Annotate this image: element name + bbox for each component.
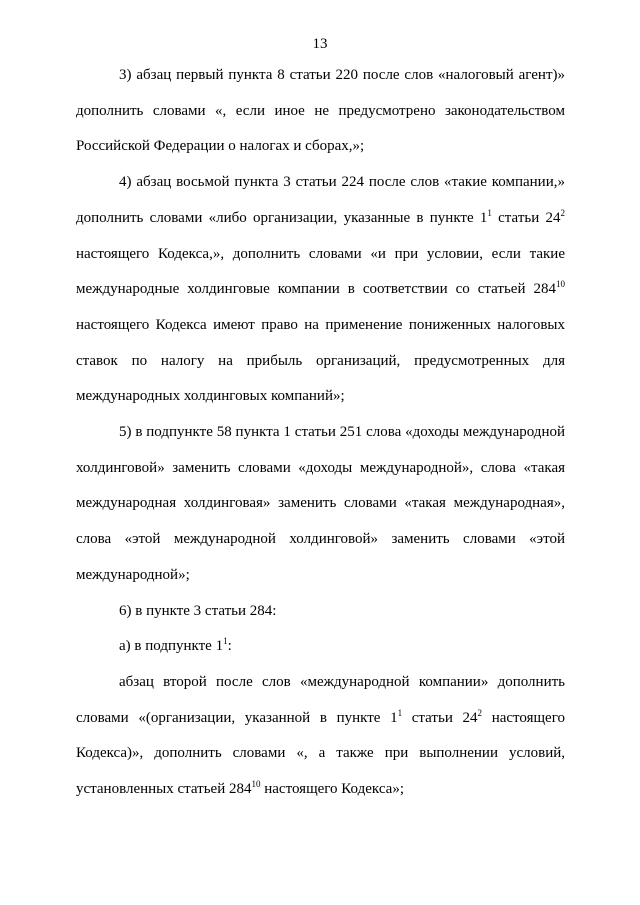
text-run: настоящего Кодекса имеют право на применение пониженных налоговых ставок по налогу на прибыль организаций, предусмотренных для международных холдинговых компаний»;: [76, 316, 565, 405]
paragraph-3: [76, 415, 565, 594]
text-run: статьи 24: [402, 709, 478, 726]
superscript: 1: [397, 707, 403, 718]
text-run: настоящего Кодекса)», дополнить словами «, а также при выполнении условий, установленных статьей 284: [76, 709, 565, 798]
document-body: [76, 58, 565, 808]
paragraph-5: [76, 629, 565, 665]
paragraph-1: [76, 58, 565, 165]
superscript: 10: [251, 779, 261, 790]
superscript: 1: [487, 207, 492, 218]
text-run: настоящего Кодекса»;: [260, 781, 404, 798]
text-run: 4) абзац восьмой пункта 3 статьи 224 после слов «такие компании,» дополнить словами «либо организации, указанные в пункте 1: [76, 174, 565, 226]
superscript: 2: [560, 207, 566, 218]
paragraph-4: [76, 594, 565, 630]
text-run: а) в подпункте 1: [119, 638, 224, 655]
paragraph-6: [76, 665, 565, 808]
text-run: настоящего Кодекса,», дополнить словами «и при условии, если такие международные холдинговые компании в соответствии со статьей 284: [76, 245, 565, 298]
superscript: 10: [556, 279, 565, 290]
superscript: 2: [477, 707, 483, 718]
text-run: 6) в пункте 3 статьи 284:: [119, 602, 277, 619]
superscript: 1: [223, 636, 228, 647]
text-run: 3) абзац первый пункта 8 статьи 220 после слов «налоговый агент)» дополнить словами «, если иное не предусмотрено законодательством Российской Федерации о налогах и сборах,»;: [76, 67, 565, 155]
text-run: 5) в подпункте 58 пункта 1 статьи 251 слова «доходы международной холдинговой» заменить словами «доходы международной», слова «такая международная холдинговая» заменить словами «такая международная», слова «этой международной холдинговой» заменить словами «этой международной»;: [76, 424, 565, 583]
page-number: 13: [312, 36, 328, 52]
text-run: абзац второй после слов «международной компании» дополнить словами «(организации, указанной в пункте 1: [76, 673, 565, 726]
text-run: :: [227, 638, 232, 655]
paragraph-2: [76, 165, 565, 415]
text-run: статьи 24: [491, 209, 561, 226]
